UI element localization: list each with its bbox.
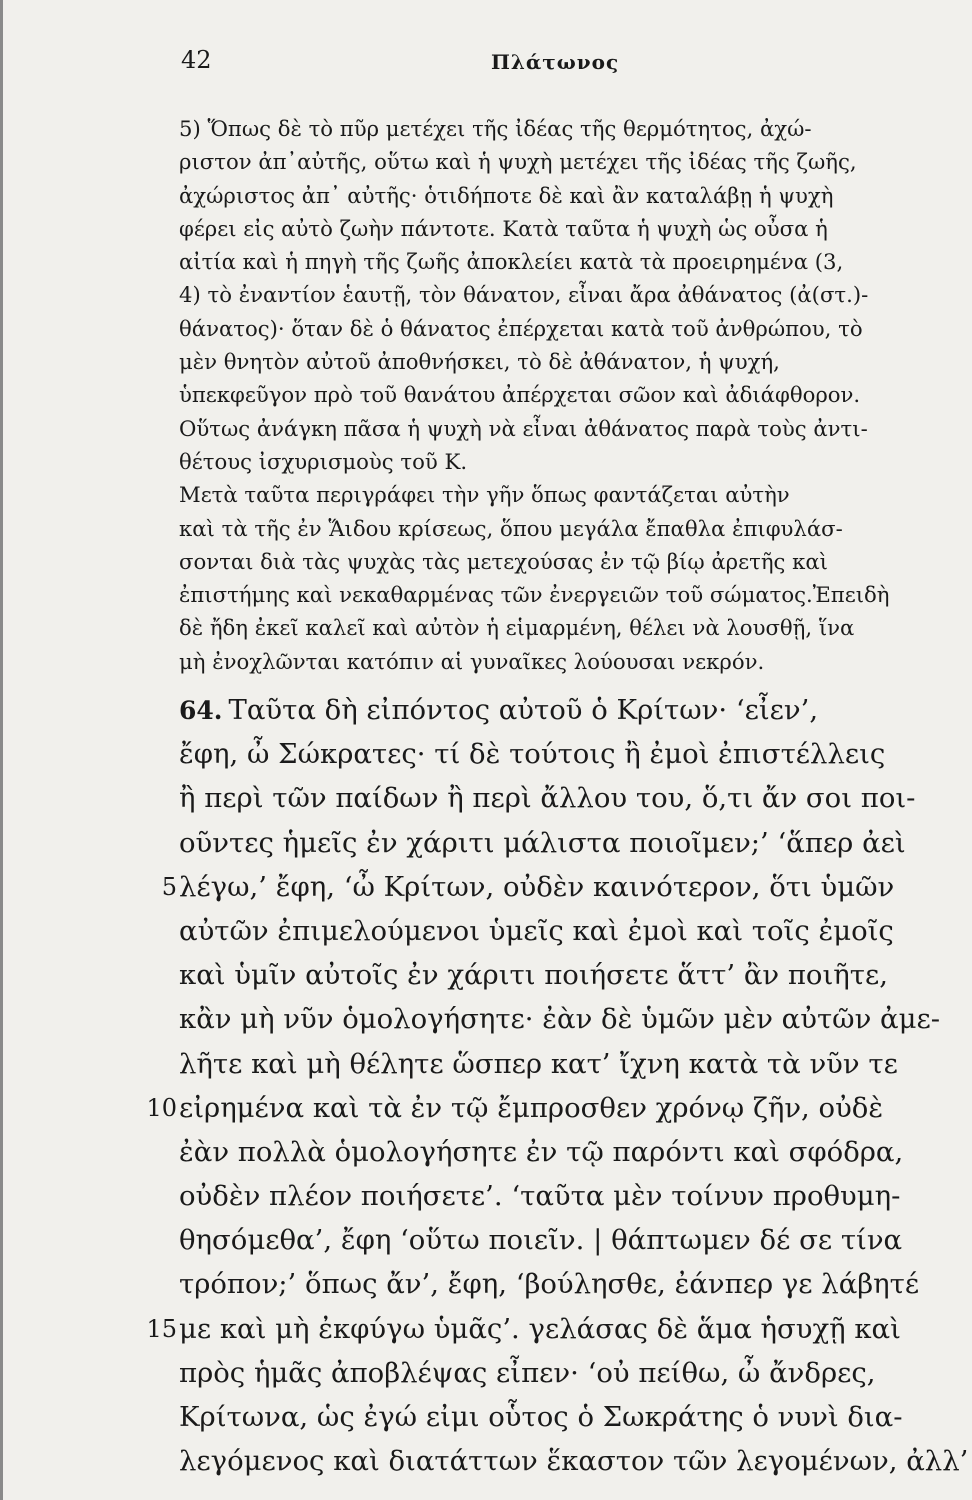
text-line-content: ἔφη, ὦ Σώκρατες· τί δὲ τούτοις ἢ ἐμοὶ ἐπιστέλλεις: [179, 738, 886, 771]
text-line-content: κἂν μὴ νῦν ὁμολογήσητε· ἐὰν δὲ ὑμῶν μὲν αὐτῶν ἀμε-: [179, 1003, 941, 1036]
text-line: [179, 1218, 949, 1262]
commentary-line: 4) τὸ ἐναντίον ἑαυτῇ, τὸν θάνατον, εἶναι ἄρα ἀθάνατος (ἀ(στ.)-: [179, 282, 869, 308]
commentary-line: Μετὰ ταῦτα περιγράφει τὴν γῆν ὅπως φαντάζεται αὐτὴν: [179, 482, 790, 508]
text-line: [179, 1395, 949, 1439]
text-line: [179, 732, 949, 776]
text-line: [179, 821, 949, 865]
text-line-content: αὐτῶν ἐπιμελούμενοι ὑμεῖς καὶ ἐμοὶ καὶ τοῖς ἐμοῖς: [179, 914, 894, 947]
text-line: [179, 1262, 949, 1306]
text-line: [179, 1174, 949, 1218]
line-number: 15: [146, 1314, 177, 1343]
text-line-content: τρόπον;’ ὅπως ἄν’, ἔφη, ‘βούλησθε, ἐάνπερ γε λάβητέ: [179, 1268, 920, 1301]
text-line-content: λεγόμενος καὶ διατάττων ἕκαστον τῶν λεγομένων, ἀλλ’: [179, 1445, 969, 1478]
commentary-line: καὶ τὰ τῆς ἐν Ἅιδου κρίσεως, ὅπου μεγάλα ἔπαθλα ἐπιφυλάσ-: [179, 515, 843, 541]
text-line-content: Κρίτωνα, ὡς ἐγώ εἰμι οὗτος ὁ Σωκράτης ὁ νυνὶ δια-: [179, 1401, 903, 1433]
running-title: Πλάτωνος: [491, 50, 620, 74]
main-text-block: [146, 688, 969, 1483]
text-line: [179, 1130, 949, 1174]
text-line: [179, 1439, 969, 1483]
text-line: [179, 909, 949, 953]
text-line: [179, 1042, 949, 1086]
page-number: 42: [181, 46, 212, 74]
line-number: 5: [161, 872, 177, 901]
text-line: [146, 1307, 949, 1351]
text-line-content: οῦντες ἡμεῖς ἐν χάριτι μάλιστα ποιοῖμεν;’ ‘ἅπερ ἀεὶ: [179, 826, 906, 859]
commentary-line: μὴ ἐνοχλῶνται κατόπιν αἱ γυναῖκες λούουσαι νεκρόν.: [179, 648, 765, 674]
text-line-content: Ταῦτα δὴ εἰπόντος αὐτοῦ ὁ Κρίτων· ‘εἶεν’,: [228, 694, 819, 726]
text-line: [179, 776, 949, 820]
commentary-block: [179, 112, 947, 678]
commentary-line: ἀχώριστος ἀπ᾽ αὐτῆς· ὁτιδήποτε δὲ καὶ ἂν καταλάβῃ ἡ ψυχὴ: [179, 182, 834, 208]
text-line-content: λέγω,’ ἔφη, ‘ὦ Κρίτων, οὐδὲν καινότερον, ὅτι ὑμῶν: [179, 870, 895, 903]
text-line-content: ἐὰν πολλὰ ὁμολογήσητε ἐν τῷ παρόντι καὶ σφόδρα,: [179, 1135, 904, 1168]
commentary-line: θέτους ἰσχυρισμοὺς τοῦ Κ.: [179, 448, 468, 474]
commentary-line: θάνατος)· ὅταν δὲ ὁ θάνατος ἐπέρχεται κατὰ τοῦ ἀνθρώπου, τὸ: [179, 315, 863, 341]
line-number: 10: [146, 1093, 177, 1122]
text-line-content: εἰρημένα καὶ τὰ ἐν τῷ ἔμπροσθεν χρόνῳ ζῆν, οὐδὲ: [179, 1091, 884, 1124]
text-line-content: με καὶ μὴ ἐκφύγω ὑμᾶς’. γελάσας δὲ ἅμα ἡσυχῇ καὶ: [179, 1312, 901, 1345]
text-line-content: θησόμεθα’, ἔφη ‘οὕτω ποιεῖν. | θάπτωμεν δέ σε τίνα: [179, 1224, 903, 1257]
text-line-content: λῆτε καὶ μὴ θέλητε ὥσπερ κατ’ ἴχνη κατὰ τὰ νῦν τε: [179, 1047, 898, 1080]
commentary-line: μὲν θνητὸν αὐτοῦ ἀποθνήσκει, τὸ δὲ ἀθάνατον, ἡ ψυχή,: [179, 349, 780, 375]
text-line-content: ἢ περὶ τῶν παίδων ἢ περὶ ἄλλου του, ὅ,τι ἄν σοι ποι-: [179, 782, 916, 815]
section-number: 64.: [179, 696, 223, 725]
text-line: [179, 1351, 949, 1395]
commentary-line: αἰτία καὶ ἡ πηγὴ τῆς ζωῆς ἀποκλείει κατὰ τὰ προειρημένα (3,: [179, 249, 844, 275]
text-line: [179, 688, 949, 732]
commentary-line: φέρει εἰς αὐτὸ ζωὴν πάντοτε. Κατὰ ταῦτα ἡ ψυχὴ ὡς οὖσα ἡ: [179, 215, 828, 241]
commentary-line: ριστον ἀπ᾽αὐτῆς, οὕτω καὶ ἡ ψυχὴ μετέχει τῆς ἰδέας τῆς ζωῆς,: [179, 149, 857, 175]
text-line-content: καὶ ὑμῖν αὐτοῖς ἐν χάριτι ποιήσετε ἅττ’ ἂν ποιῆτε,: [179, 959, 888, 992]
commentary-line: ἐπιστήμης καὶ νεκαθαρμένας τῶν ἐνεργειῶν τοῦ σώματος.Ἐπειδὴ: [179, 582, 890, 608]
text-line: [179, 953, 949, 997]
commentary-line: Οὕτως ἀνάγκη πᾶσα ἡ ψυχὴ νὰ εἶναι ἀθάνατος παρὰ τοὺς ἀντι-: [179, 415, 868, 441]
text-line-content: πρὸς ἡμᾶς ἀποβλέψας εἶπεν· ‘οὐ πείθω, ὦ ἄνδρες,: [179, 1356, 876, 1389]
commentary-line: ὑπεκφεῦγον πρὸ τοῦ θανάτου ἀπέρχεται σῶον καὶ ἀδιάφθορον.: [179, 382, 861, 408]
commentary-line: σονται διὰ τὰς ψυχὰς τὰς μετεχούσας ἐν τῷ βίῳ ἀρετῆς καὶ: [179, 548, 828, 574]
text-line-content: οὐδὲν πλέον ποιήσετε’. ‘ταῦτα μὲν τοίνυν προθυμη-: [179, 1180, 901, 1213]
text-line: [179, 997, 949, 1041]
text-line: [146, 1086, 949, 1130]
commentary-line: 5) Ὅπως δὲ τὸ πῦρ μετέχει τῆς ἰδέας τῆς θερμότητος, ἀχώ-: [179, 116, 812, 141]
text-line: [161, 865, 949, 909]
commentary-line: δὲ ἤδη ἐκεῖ καλεῖ καὶ αὐτὸν ἡ εἱμαρμένη, θέλει νὰ λουσθῇ, ἵνα: [179, 615, 855, 641]
